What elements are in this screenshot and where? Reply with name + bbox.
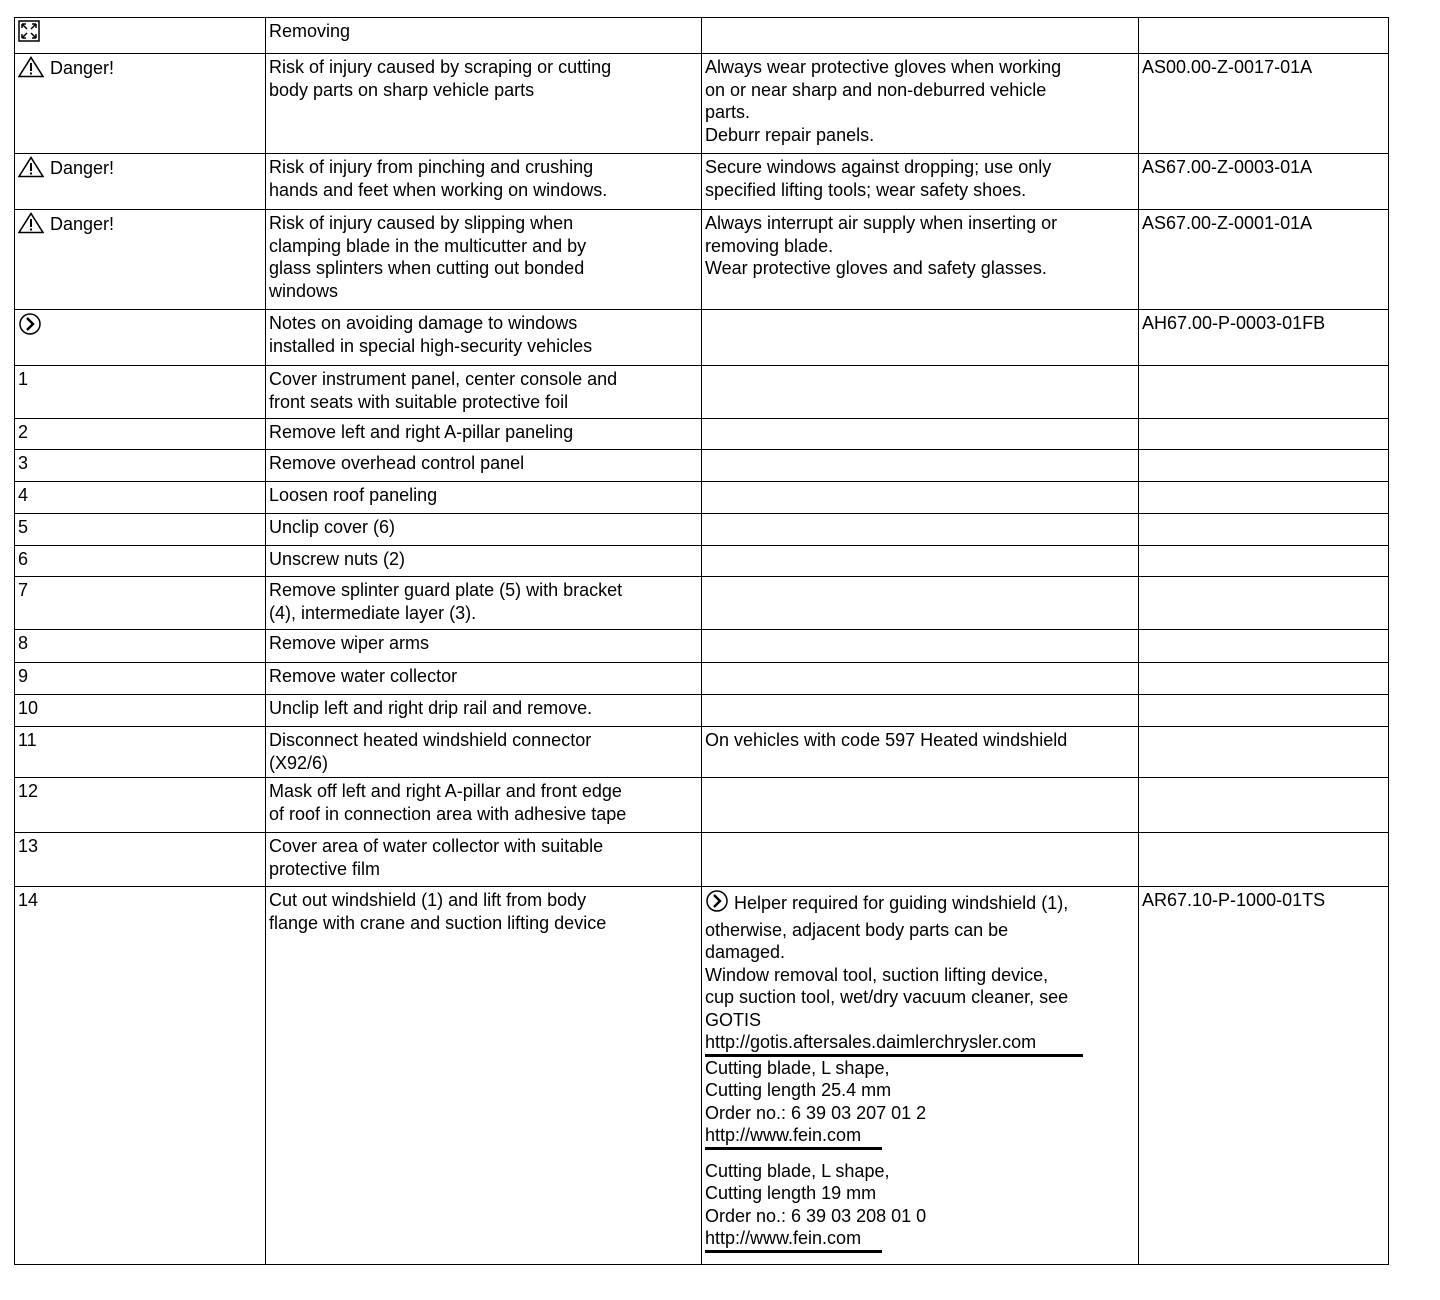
action-line: windows bbox=[269, 280, 339, 301]
step-number: 5 bbox=[18, 517, 29, 537]
action-cell bbox=[266, 154, 702, 210]
danger-label: Danger! bbox=[50, 58, 115, 78]
step-number: 12 bbox=[18, 781, 39, 801]
table-row bbox=[15, 482, 1389, 514]
action-line: Unclip left and right drip rail and remove. bbox=[269, 698, 593, 718]
step-cell bbox=[15, 546, 266, 577]
note-line: Window removal tool, suction lifting device, bbox=[705, 964, 1049, 985]
action-line: Unscrew nuts (2) bbox=[269, 549, 406, 569]
action-cell bbox=[266, 54, 702, 154]
table-row bbox=[15, 18, 1389, 54]
note-cell bbox=[702, 310, 1139, 366]
table-row bbox=[15, 887, 1389, 1265]
action-line: body parts on sharp vehicle parts bbox=[269, 79, 535, 100]
action-cell bbox=[266, 482, 702, 514]
note-line: specified lifting tools; wear safety shoes. bbox=[705, 179, 1027, 200]
step-cell bbox=[15, 482, 266, 514]
note-line: GOTIS bbox=[705, 1009, 762, 1030]
action-cell bbox=[266, 546, 702, 577]
action-cell bbox=[266, 18, 702, 54]
note-line: parts. bbox=[705, 102, 751, 122]
fein-link[interactable]: http://www.fein.com bbox=[705, 1124, 882, 1150]
action-line: protective film bbox=[269, 858, 381, 879]
note-cell bbox=[702, 366, 1139, 419]
reference-cell bbox=[1139, 154, 1389, 210]
step-number: 3 bbox=[18, 453, 29, 473]
action-line: of roof in connection area with adhesive tape bbox=[269, 803, 627, 824]
action-line: Risk of injury from pinching and crushing bbox=[269, 157, 594, 177]
table-row bbox=[15, 450, 1389, 482]
note-cell bbox=[702, 833, 1139, 887]
step-cell bbox=[15, 310, 266, 366]
action-line: (4), intermediate layer (3). bbox=[269, 602, 477, 623]
reference-cell bbox=[1139, 778, 1389, 833]
step-number: 13 bbox=[18, 836, 39, 856]
note-line: Always interrupt air supply when inserting or bbox=[705, 213, 1058, 233]
step-cell bbox=[15, 695, 266, 727]
reference-code[interactable]: AS67.00-Z-0003-01A bbox=[1142, 157, 1313, 177]
step-cell bbox=[15, 54, 266, 154]
note-cell bbox=[702, 419, 1139, 450]
reference-cell bbox=[1139, 546, 1389, 577]
note-arrow-icon bbox=[18, 312, 42, 342]
table-row bbox=[15, 514, 1389, 546]
action-line: Cover area of water collector with suitable bbox=[269, 836, 604, 856]
action-line: Cut out windshield (1) and lift from body bbox=[269, 890, 587, 910]
warning-triangle-icon bbox=[18, 56, 44, 84]
step-cell bbox=[15, 727, 266, 778]
note-line: Secure windows against dropping; use only bbox=[705, 157, 1052, 177]
reference-cell bbox=[1139, 577, 1389, 630]
note-line: Order no.: 6 39 03 207 01 2 bbox=[705, 1102, 927, 1123]
helper-note: Helper required for guiding windshield (1), bbox=[734, 893, 1069, 913]
warning-triangle-icon bbox=[18, 156, 44, 184]
table-row bbox=[15, 210, 1389, 310]
action-cell bbox=[266, 514, 702, 546]
note-cell bbox=[702, 482, 1139, 514]
action-line: hands and feet when working on windows. bbox=[269, 179, 608, 200]
action-line: Remove left and right A-pillar paneling bbox=[269, 422, 574, 442]
table-row bbox=[15, 778, 1389, 833]
action-cell bbox=[266, 833, 702, 887]
reference-cell bbox=[1139, 695, 1389, 727]
action-cell bbox=[266, 210, 702, 310]
reference-code[interactable]: AS00.00-Z-0017-01A bbox=[1142, 57, 1313, 77]
note-line: Deburr repair panels. bbox=[705, 124, 875, 145]
action-cell bbox=[266, 778, 702, 833]
action-line: Notes on avoiding damage to windows bbox=[269, 313, 578, 333]
table-row bbox=[15, 419, 1389, 450]
action-cell bbox=[266, 577, 702, 630]
step-number: 1 bbox=[18, 369, 29, 389]
note-cell bbox=[702, 695, 1139, 727]
reference-cell bbox=[1139, 663, 1389, 695]
step-number: 14 bbox=[18, 890, 39, 910]
table-row bbox=[15, 310, 1389, 366]
action-cell bbox=[266, 663, 702, 695]
note-cell bbox=[702, 18, 1139, 54]
note-line: Cutting length 25.4 mm bbox=[705, 1080, 892, 1100]
note-line: on or near sharp and non-deburred vehicle bbox=[705, 79, 1047, 100]
reference-code[interactable]: AS67.00-Z-0001-01A bbox=[1142, 213, 1313, 233]
fein-link[interactable]: http://www.fein.com bbox=[705, 1227, 882, 1253]
note-line: Cutting blade, L shape, bbox=[705, 1160, 890, 1181]
reference-cell bbox=[1139, 210, 1389, 310]
step-number: 2 bbox=[18, 422, 29, 442]
note-cell bbox=[702, 727, 1139, 778]
action-line: Remove water collector bbox=[269, 666, 458, 686]
action-cell bbox=[266, 695, 702, 727]
table-row bbox=[15, 546, 1389, 577]
note-line: Wear protective gloves and safety glasses. bbox=[705, 258, 1047, 278]
table-row bbox=[15, 366, 1389, 419]
action-line: Removing bbox=[269, 21, 351, 41]
note-cell bbox=[702, 54, 1139, 154]
procedure-table bbox=[14, 17, 1389, 1265]
step-cell bbox=[15, 833, 266, 887]
spacer bbox=[705, 1150, 1134, 1160]
action-line: Mask off left and right A-pillar and front edge bbox=[269, 781, 622, 801]
reference-code[interactable]: AH67.00-P-0003-01FB bbox=[1142, 313, 1326, 333]
note-line: removing blade. bbox=[705, 235, 834, 256]
step-cell bbox=[15, 778, 266, 833]
table-row bbox=[15, 727, 1389, 778]
action-line: Loosen roof paneling bbox=[269, 485, 438, 505]
danger-label: Danger! bbox=[50, 214, 115, 234]
action-line: front seats with suitable protective foil bbox=[269, 391, 569, 412]
table-row bbox=[15, 54, 1389, 154]
table-row bbox=[15, 695, 1389, 727]
note-line: Cutting length 19 mm bbox=[705, 1183, 877, 1203]
reference-cell bbox=[1139, 833, 1389, 887]
reference-cell bbox=[1139, 18, 1389, 54]
danger-label: Danger! bbox=[50, 158, 115, 178]
action-line: Risk of injury caused by scraping or cutting bbox=[269, 57, 612, 77]
step-cell bbox=[15, 419, 266, 450]
step-cell bbox=[15, 450, 266, 482]
note-line: otherwise, adjacent body parts can be bbox=[705, 919, 1009, 940]
reference-cell bbox=[1139, 727, 1389, 778]
table-row bbox=[15, 577, 1389, 630]
step-cell bbox=[15, 366, 266, 419]
gotis-link[interactable]: http://gotis.aftersales.daimlerchrysler.com bbox=[705, 1031, 1083, 1057]
reference-cell bbox=[1139, 514, 1389, 546]
action-line: Risk of injury caused by slipping when bbox=[269, 213, 574, 233]
reference-cell bbox=[1139, 366, 1389, 419]
step-number: 11 bbox=[18, 730, 37, 750]
action-line: Disconnect heated windshield connector bbox=[269, 730, 592, 750]
step-number: 8 bbox=[18, 633, 29, 653]
note-line: Cutting blade, L shape, bbox=[705, 1057, 890, 1078]
note-cell bbox=[702, 546, 1139, 577]
note-line: Order no.: 6 39 03 208 01 0 bbox=[705, 1205, 927, 1226]
step-cell bbox=[15, 577, 266, 630]
action-line: (X92/6) bbox=[269, 752, 329, 773]
note-cell bbox=[702, 210, 1139, 310]
reference-cell bbox=[1139, 54, 1389, 154]
action-line: Remove wiper arms bbox=[269, 633, 430, 653]
step-cell bbox=[15, 887, 266, 1265]
reference-cell bbox=[1139, 450, 1389, 482]
action-cell bbox=[266, 727, 702, 778]
note-line: damaged. bbox=[705, 942, 786, 962]
gotis-link-row bbox=[705, 1031, 1134, 1057]
note-cell bbox=[702, 577, 1139, 630]
table-row bbox=[15, 833, 1389, 887]
step-number: 10 bbox=[18, 698, 39, 718]
reference-cell bbox=[1139, 419, 1389, 450]
note-cell bbox=[702, 887, 1139, 1265]
action-line: Cover instrument panel, center console and bbox=[269, 369, 618, 389]
table-row bbox=[15, 630, 1389, 663]
note-line bbox=[705, 889, 1134, 919]
table-row bbox=[15, 663, 1389, 695]
action-line: Remove splinter guard plate (5) with bracket bbox=[269, 580, 623, 600]
note-cell bbox=[702, 450, 1139, 482]
note-arrow-icon bbox=[705, 889, 729, 919]
note-cell bbox=[702, 630, 1139, 663]
fein-link-row bbox=[705, 1124, 1134, 1150]
step-number: 7 bbox=[18, 580, 29, 600]
step-number: 9 bbox=[18, 666, 29, 686]
expand-icon bbox=[18, 20, 40, 48]
step-cell bbox=[15, 18, 266, 54]
action-line: Unclip cover (6) bbox=[269, 517, 396, 537]
note-line: cup suction tool, wet/dry vacuum cleaner, see bbox=[705, 987, 1069, 1007]
reference-code[interactable]: AR67.10-P-1000-01TS bbox=[1142, 890, 1326, 910]
fein-link-row bbox=[705, 1227, 1134, 1253]
reference-cell bbox=[1139, 630, 1389, 663]
action-line: installed in special high-security vehicles bbox=[269, 335, 593, 356]
reference-cell bbox=[1139, 887, 1389, 1265]
step-cell bbox=[15, 210, 266, 310]
warning-triangle-icon bbox=[18, 212, 44, 240]
action-cell bbox=[266, 887, 702, 1265]
step-cell bbox=[15, 663, 266, 695]
action-cell bbox=[266, 450, 702, 482]
step-cell bbox=[15, 514, 266, 546]
note-line: On vehicles with code 597 Heated windshield bbox=[705, 730, 1068, 750]
action-cell bbox=[266, 419, 702, 450]
action-line: Remove overhead control panel bbox=[269, 453, 525, 473]
step-number: 4 bbox=[18, 485, 29, 505]
action-cell bbox=[266, 310, 702, 366]
action-cell bbox=[266, 630, 702, 663]
note-cell bbox=[702, 663, 1139, 695]
action-line: clamping blade in the multicutter and by bbox=[269, 235, 587, 256]
action-cell bbox=[266, 366, 702, 419]
note-cell bbox=[702, 778, 1139, 833]
note-cell bbox=[702, 514, 1139, 546]
action-line: glass splinters when cutting out bonded bbox=[269, 258, 585, 278]
note-line: Always wear protective gloves when working bbox=[705, 57, 1062, 77]
step-cell bbox=[15, 630, 266, 663]
reference-cell bbox=[1139, 482, 1389, 514]
action-line: flange with crane and suction lifting device bbox=[269, 912, 607, 933]
note-cell bbox=[702, 154, 1139, 210]
table-row bbox=[15, 154, 1389, 210]
step-number: 6 bbox=[18, 549, 29, 569]
reference-cell bbox=[1139, 310, 1389, 366]
step-cell bbox=[15, 154, 266, 210]
